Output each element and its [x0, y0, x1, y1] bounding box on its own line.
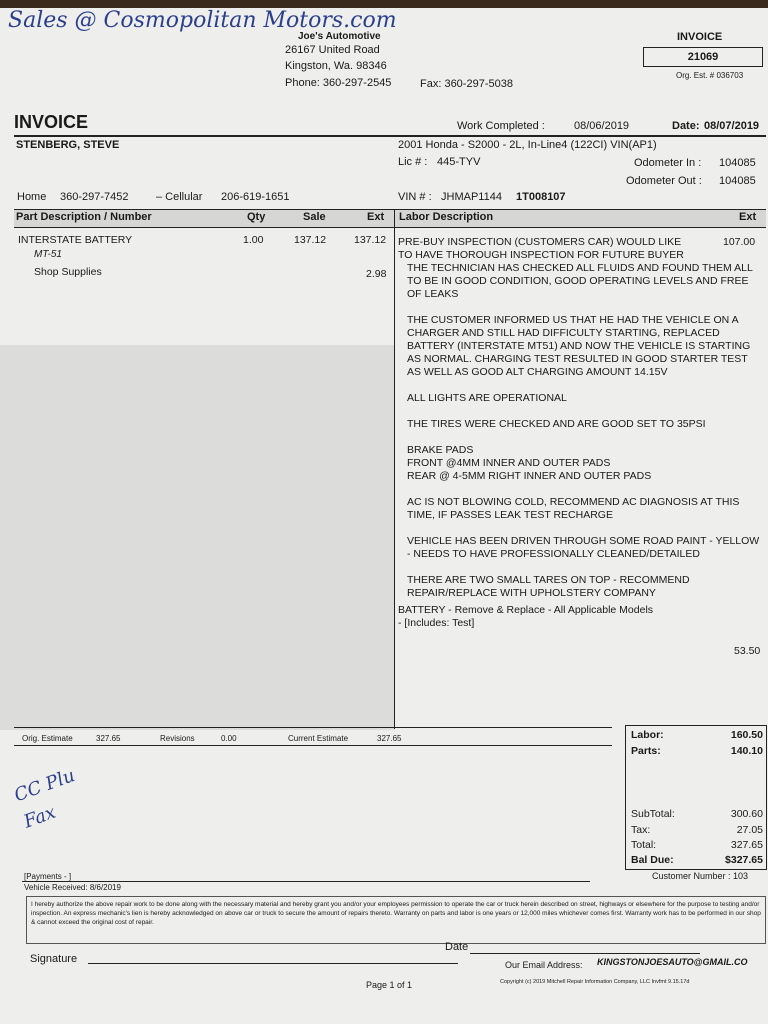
- labor-total: 160.50: [730, 729, 763, 741]
- subtotal-row: SubTotal: 300.60: [631, 808, 763, 820]
- part-row-2-ext: 2.98: [366, 268, 387, 280]
- labor-para-6: AC IS NOT BLOWING COLD, RECOMMEND AC DIAGNOSIS AT THIS TIME, IF PASSES LEAK TEST RECHARGE: [407, 496, 740, 521]
- org-est-number: Org. Est. # 036703: [676, 71, 744, 80]
- labor-para-5a: BRAKE PADS: [407, 444, 474, 456]
- handwritten-email-note: Sales @ Cosmopolitan Motors.com: [8, 8, 397, 33]
- header-divider: [14, 135, 766, 137]
- subtotal: 300.60: [730, 808, 763, 820]
- odometer-in-label: Odometer In :: [634, 157, 702, 169]
- cell-label: – Cellular: [156, 191, 203, 203]
- labor-para-7: VEHICLE HAS BEEN DRIVEN THROUGH SOME ROAD PAINT - YELLOW - NEEDS TO HAVE PROFESSIONALLY CLEANED/DETAILED: [407, 535, 760, 560]
- work-completed-date: 08/06/2019: [574, 120, 630, 132]
- labor-para-8: THERE ARE TWO SMALL TARES ON TOP - RECOMMEND REPAIR/REPLACE WITH UPHOLSTERY COMPANY: [407, 574, 690, 599]
- vin-label: VIN # :: [398, 191, 432, 203]
- totals-box: [625, 725, 767, 870]
- part-row-2-desc: Shop Supplies: [34, 266, 102, 278]
- shop-email: KINGSTONJOESAUTO@GMAIL.CO: [597, 957, 748, 967]
- vehicle-description: 2001 Honda - S2000 - 2L, In-Line4 (122CI) VIN(AP1): [398, 139, 657, 151]
- date-field-label: Date: [445, 941, 469, 953]
- payments: [Payments - ]: [24, 872, 72, 881]
- shop-name: Joe's Automotive: [298, 31, 381, 42]
- labor-para-4: THE TIRES WERE CHECKED AND ARE GOOD SET TO 35PSI: [407, 418, 706, 430]
- tax-row: Tax: 27.05: [631, 824, 763, 836]
- authorization-text: I hereby authorize the above repair work to be done along with the necessary material and hereby grant you and/or your employees permission to operate the car or truck herein described on street, highways or elsewhere for the purpose to testing and/or inspection. An express mechanic's lien is hereby acknowledged on above car or truck to secure the amount of repairs thereto. Warranty on parts and labor is one years or 12,000 miles whichever comes first. Warranty work has to be performed in our shop & cannot exceed the original cost of repair.: [26, 896, 766, 944]
- footer-line: [22, 881, 590, 882]
- part-row-1-ext: 137.12: [354, 234, 387, 246]
- signature-label: Signature: [30, 953, 78, 965]
- parts-total-row: Parts: 140.10: [631, 745, 763, 757]
- labor-para-3: ALL LIGHTS ARE OPERATIONAL: [407, 392, 567, 404]
- vin-prefix: JHMAP1144: [441, 191, 502, 203]
- labor-para-5c: REAR @ 4-5MM RIGHT INNER AND OUTER PADS: [407, 470, 652, 482]
- labor-line-2-sub: - [Includes: Test]: [398, 617, 475, 629]
- part-row-1-number: MT-51: [34, 249, 62, 260]
- cell-phone: 206-619-1651: [221, 191, 290, 203]
- part-row-1-qty: 1.00: [243, 234, 264, 246]
- date-line: [470, 953, 700, 954]
- page-title: INVOICE: [14, 112, 89, 132]
- total: 327.65: [730, 839, 763, 851]
- labor-header-ext: Ext: [739, 211, 757, 223]
- customer-number: Customer Number : 103: [652, 871, 749, 881]
- parts-total: 140.10: [730, 745, 763, 757]
- email-label: Our Email Address:: [505, 960, 583, 970]
- revisions-label: Revisions: [160, 734, 195, 743]
- labor-header-desc: Labor Description: [399, 211, 494, 223]
- vehicle-received: Vehicle Received: 8/6/2019: [24, 883, 121, 892]
- labor-para-2: THE CUSTOMER INFORMED US THAT HE HAD THE VEHICLE ON A CHARGER AND STILL HAD DIFFICULTY STARTING, REPLACED BATTERY (INTERSTATE MT51) AND NOW THE VEHICLE IS STARTING AS NORMAL. CHARGING TEST RESULTED IN GOOD STARTER TEST AS WELL AS GOOD ALT CHARGING AMOUNT 14.15V: [407, 314, 751, 378]
- shop-city: Kingston, Wa. 98346: [285, 60, 387, 72]
- shop-fax: Fax: 360-297-5038: [420, 78, 513, 90]
- column-divider: [394, 209, 395, 729]
- labor-line-2-ext: 53.50: [734, 645, 761, 657]
- customer-name: STENBERG, STEVE: [16, 139, 120, 151]
- signature-line: [88, 963, 458, 964]
- total-row: Total: 327.65: [631, 839, 763, 851]
- labor-line-1-ext: 107.00: [723, 236, 756, 248]
- home-phone: 360-297-7452: [60, 191, 129, 203]
- current-estimate-label: Current Estimate: [288, 734, 349, 743]
- bal-due-row: Bal Due: $327.65: [631, 854, 763, 866]
- page-number: Page 1 of 1: [366, 980, 413, 990]
- labor-para-0: PRE-BUY INSPECTION (CUSTOMERS CAR) WOULD LIKE TO HAVE THOROUGH INSPECTION FOR FUTURE BUYER: [398, 236, 684, 261]
- parts-header-sale: Sale: [303, 211, 326, 223]
- labor-para-1: THE TECHNICIAN HAS CHECKED ALL FLUIDS AND FOUND THEM ALL TO BE IN GOOD CONDITION, GOOD OPERATING LEVELS AND FREE OF LEAKS: [407, 262, 753, 300]
- work-completed-label: Work Completed :: [457, 120, 545, 132]
- labor-line-2-desc: BATTERY - Remove & Replace - All Applicable Models: [398, 604, 654, 616]
- invoice-date: 08/07/2019: [704, 120, 760, 132]
- date-label: Date:: [672, 120, 700, 132]
- orig-estimate: 327.65: [96, 734, 121, 743]
- shop-phone: Phone: 360-297-2545: [285, 77, 392, 89]
- part-row-1-sale: 137.12: [294, 234, 327, 246]
- tax: 27.05: [736, 824, 763, 836]
- copyright: Copyright (c) 2019 Mitchell Repair Information Company, LLC Invfmt 9.15.17d: [500, 979, 690, 985]
- parts-header-ext: Ext: [367, 211, 385, 223]
- shop-address: 26167 United Road: [285, 44, 380, 56]
- labor-total-row: Labor: 160.50: [631, 729, 763, 741]
- vin-suffix: 1T008107: [516, 191, 566, 203]
- parts-header-desc: Part Description / Number: [16, 211, 152, 223]
- lic-number: 445-TYV: [437, 156, 481, 168]
- odometer-out-label: Odometer Out :: [626, 175, 702, 187]
- home-label: Home: [17, 191, 47, 203]
- odometer-out: 104085: [719, 175, 756, 187]
- handwritten-margin-note: CC Plu Fax: [11, 765, 78, 833]
- estimate-bottom-line: [14, 745, 612, 746]
- parts-header-qty: Qty: [247, 211, 266, 223]
- paper-shadow: [0, 345, 395, 730]
- odometer-in: 104085: [719, 157, 756, 169]
- orig-estimate-label: Orig. Estimate: [22, 734, 73, 743]
- invoice-box-label: INVOICE: [677, 31, 723, 43]
- part-row-1-desc: INTERSTATE BATTERY: [18, 234, 133, 246]
- estimate-top-line: [14, 727, 612, 728]
- revisions: 0.00: [221, 734, 237, 743]
- bal-due: $327.65: [725, 854, 763, 866]
- lic-label: Lic # :: [398, 156, 428, 168]
- labor-description: [398, 236, 763, 630]
- invoice-number: 21069: [643, 47, 763, 67]
- labor-para-5b: FRONT @4MM INNER AND OUTER PADS: [407, 457, 611, 469]
- current-estimate: 327.65: [377, 734, 402, 743]
